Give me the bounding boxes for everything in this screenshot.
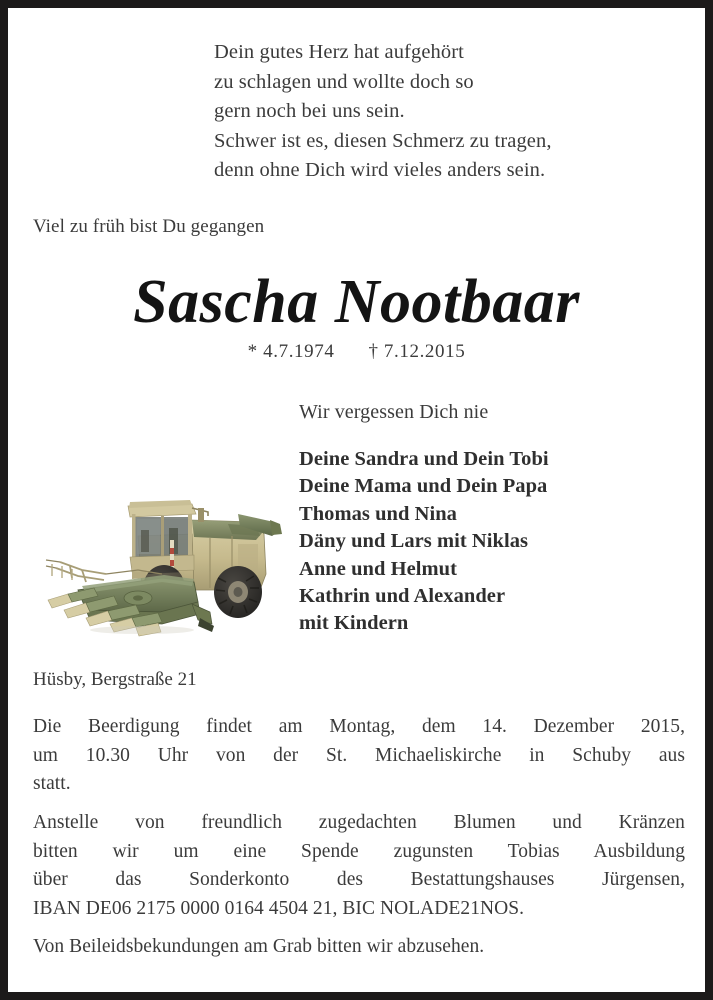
death-date: 7.12.2015 xyxy=(383,341,466,362)
poem-line: Schwer ist es, diesen Schmerz zu tragen, xyxy=(214,129,552,152)
life-dates xyxy=(8,339,705,364)
birth-symbol: * xyxy=(247,341,258,362)
donation-bank-details: IBAN DE06 2175 0000 0164 4504 21, BIC NOLADE21NOS. xyxy=(33,897,525,919)
death-symbol: † xyxy=(368,341,379,362)
donation-request xyxy=(33,809,685,923)
poem-line: gern noch bei uns sein. xyxy=(214,100,405,122)
funeral-line: statt. xyxy=(33,773,71,794)
poem-line: Dein gutes Herz hat aufgehört xyxy=(214,41,464,63)
mourner-line: Thomas und Nina xyxy=(299,502,457,525)
poem-line: denn ohne Dich wird vieles anders sein. xyxy=(214,159,546,181)
donation-line: Anstelle von freundlich zugedachten Blumen und Kränzen xyxy=(33,812,685,833)
poem-line: zu schlagen und wollte doch so xyxy=(214,70,474,93)
mourner-line: Deine Sandra und Dein Tobi xyxy=(299,448,549,470)
mourner-line: mit Kindern xyxy=(299,612,409,635)
deceased-name: Sascha Nootbaar xyxy=(133,268,580,336)
birth-date: 4.7.1974 xyxy=(263,341,335,362)
donation-line: bitten wir um eine Spende zugunsten Tobias Ausbildung xyxy=(33,840,685,862)
mourner-line: Däny und Lars mit Niklas xyxy=(299,530,529,553)
notice-sheet xyxy=(8,8,705,992)
mourner-line: Anne und Helmut xyxy=(299,557,457,580)
funeral-line: Die Beerdigung findet am Montag, dem 14. Dezember 2015, xyxy=(33,716,685,737)
mourner-list xyxy=(299,446,549,638)
address-line: Hüsby, Bergstraße 21 xyxy=(33,669,197,690)
remembrance-line: Wir vergessen Dich nie xyxy=(299,401,489,423)
funeral-details xyxy=(33,713,685,799)
lead-line: Viel zu früh bist Du gegangen xyxy=(33,216,265,237)
mourner-line: Deine Mama und Dein Papa xyxy=(299,475,548,498)
mourner-line: Kathrin und Alexander xyxy=(299,585,506,608)
funeral-line: um 10.30 Uhr von der St. Michaeliskirche in Schuby aus xyxy=(33,744,685,766)
condolence-note: Von Beileidsbekundungen am Grab bitten wir abzusehen. xyxy=(33,936,485,957)
forage-harvester-illustration xyxy=(42,478,286,640)
donation-line: über das Sonderkonto des Bestattungshauses Jürgensen, xyxy=(33,869,685,890)
memorial-poem xyxy=(214,38,684,186)
